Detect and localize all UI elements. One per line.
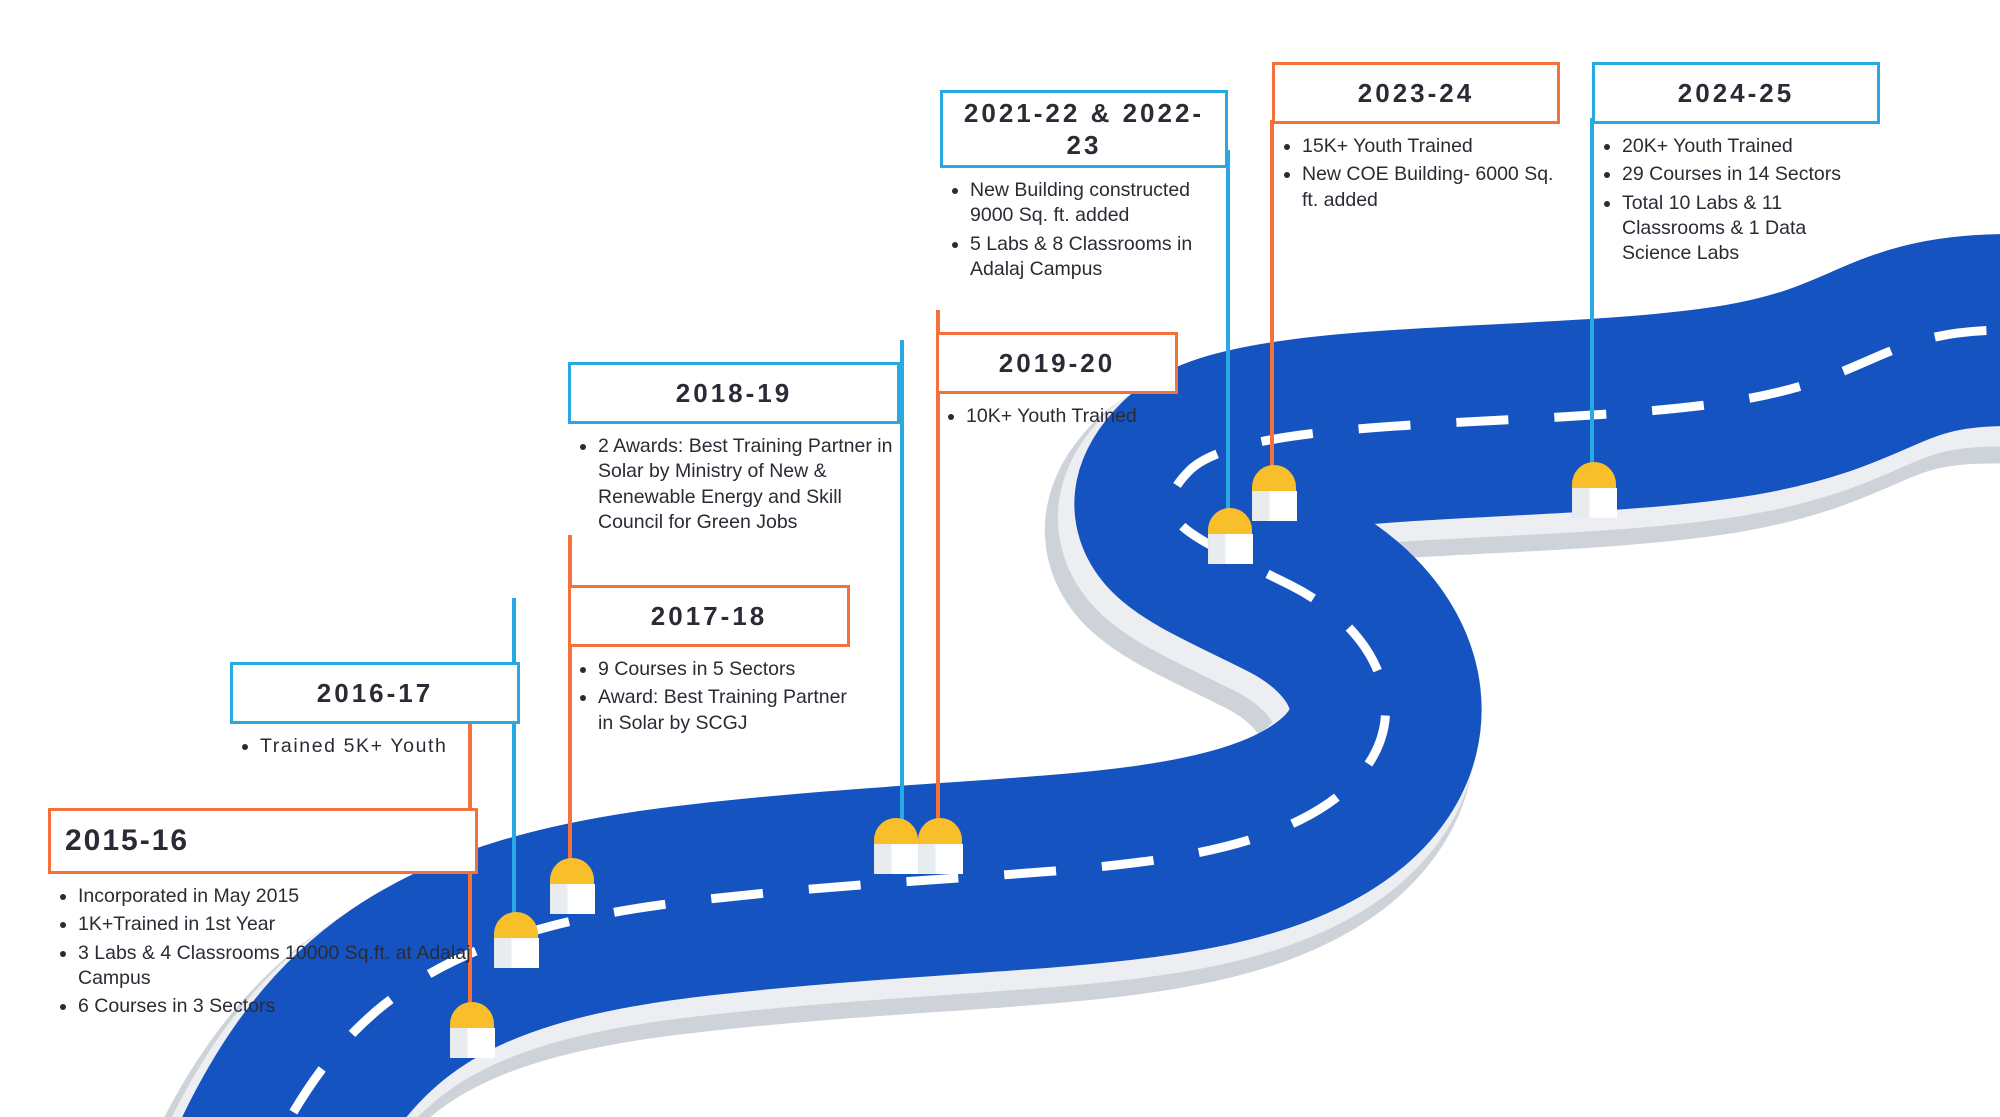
milestone-2017-18[interactable]	[568, 585, 850, 739]
post-cap-icon	[494, 912, 538, 938]
milestone-2016-17[interactable]	[230, 662, 520, 762]
post-cap-icon	[1572, 462, 1616, 488]
post-cap-icon	[1252, 465, 1296, 491]
stem-2016-17	[512, 598, 516, 928]
list-item: • Incorporated in May 2015	[78, 884, 478, 909]
post-cap-icon	[550, 858, 594, 884]
list-item: • Award: Best Training Partner in Solar by SCGJ	[598, 685, 850, 736]
road-post-2021-23	[1208, 508, 1252, 564]
milestone-2019-20[interactable]	[936, 332, 1178, 432]
road-post-2017-18	[550, 858, 594, 914]
post-cap-icon	[918, 818, 962, 844]
list-item: • 3 Labs & 4 Classrooms 10000 Sq.ft. at Adalaj Campus	[78, 941, 478, 992]
list-item: • Total 10 Labs & 11 Classrooms & 1 Data Science Labs	[1622, 191, 1880, 267]
stem-2018-19	[900, 340, 904, 840]
list-item: • 20K+ Youth Trained	[1622, 134, 1880, 159]
milestone-title-2023-24: 2023-24	[1272, 62, 1560, 124]
milestone-title-2018-19: 2018-19	[568, 362, 900, 424]
milestone-title-2016-17: 2016-17	[230, 662, 520, 724]
milestone-2015-16[interactable]	[48, 808, 478, 1023]
milestone-title-2021-23: 2021-22 & 2022-23	[940, 90, 1228, 168]
milestone-items-2018-19	[568, 434, 900, 535]
milestone-2024-25[interactable]	[1592, 62, 1880, 270]
milestone-title-2017-18: 2017-18	[568, 585, 850, 647]
list-item: • 5 Labs & 8 Classrooms in Adalaj Campus	[970, 232, 1228, 283]
list-item: • 1K+Trained in 1st Year	[78, 912, 478, 937]
milestone-items-2016-17	[230, 734, 520, 759]
list-item: • 15K+ Youth Trained	[1302, 134, 1560, 159]
list-item: • Trained 5K+ Youth	[260, 734, 520, 759]
milestone-title-2024-25: 2024-25	[1592, 62, 1880, 124]
road-post-2019-20	[918, 818, 962, 874]
road-post-2018-19	[874, 818, 918, 874]
post-cap-icon	[1208, 508, 1252, 534]
list-item: • New COE Building- 6000 Sq. ft. added	[1302, 162, 1560, 213]
milestone-items-2024-25	[1592, 134, 1880, 267]
post-cap-icon	[874, 818, 918, 844]
road-post-2024-25	[1572, 462, 1616, 518]
milestone-title-2019-20: 2019-20	[936, 332, 1178, 394]
milestone-items-2023-24	[1272, 134, 1560, 213]
milestone-2021-23[interactable]	[940, 90, 1228, 285]
list-item: • 29 Courses in 14 Sectors	[1622, 162, 1880, 187]
milestone-items-2017-18	[568, 657, 850, 736]
list-item: • 9 Courses in 5 Sectors	[598, 657, 850, 682]
milestone-2023-24[interactable]	[1272, 62, 1560, 216]
milestone-items-2021-23	[940, 178, 1228, 282]
list-item: • 2 Awards: Best Training Partner in Solar by Ministry of New & Renewable Energy and Skill Council for Green Jobs	[598, 434, 900, 535]
road-post-2016-17	[494, 912, 538, 968]
milestone-items-2015-16	[48, 884, 478, 1020]
list-item: • New Building constructed 9000 Sq. ft. added	[970, 178, 1228, 229]
road-post-2023-24	[1252, 465, 1296, 521]
milestone-items-2019-20	[936, 404, 1178, 429]
milestone-title-2015-16: 2015-16	[48, 808, 478, 874]
list-item: • 6 Courses in 3 Sectors	[78, 994, 478, 1019]
milestone-2018-19[interactable]	[568, 362, 900, 538]
list-item: • 10K+ Youth Trained	[966, 404, 1178, 429]
